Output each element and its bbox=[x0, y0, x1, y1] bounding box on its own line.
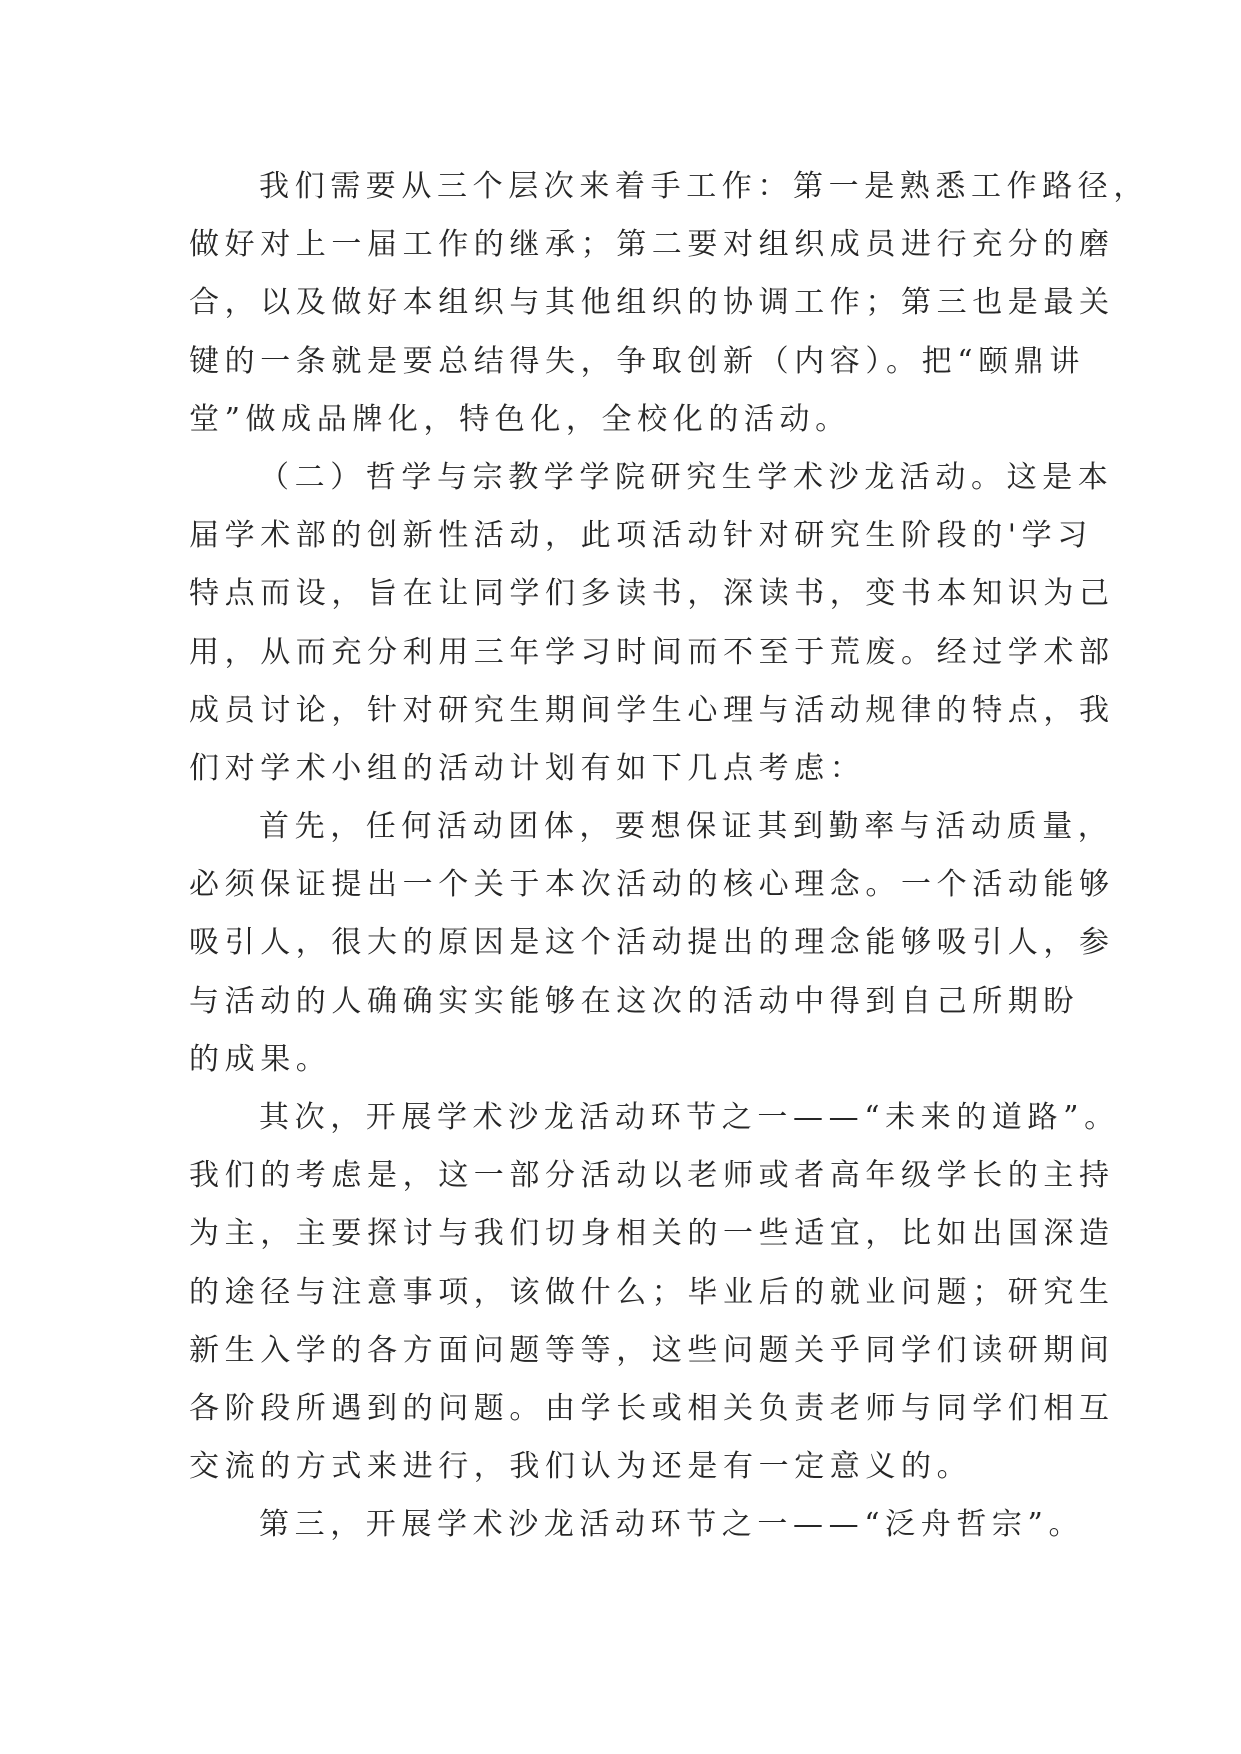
text-line: 届学术部的创新性活动，此项活动针对研究生阶段的'学习 bbox=[189, 518, 1093, 554]
text-line: 的途径与注意事项，该做什么；毕业后的就业问题；研究生 bbox=[189, 1274, 1115, 1310]
text-line: 与活动的人确确实实能够在这次的活动中得到自己所期盼 bbox=[189, 983, 1079, 1019]
text-line: 我们需要从三个层次来着手工作：第一是熟悉工作路径， bbox=[259, 169, 1149, 204]
text-line: 吸引人，很大的原因是这个活动提出的理念能够吸引人，参 bbox=[189, 925, 1115, 961]
text-line: 交流的方式来进行，我们认为还是有一定意义的。 bbox=[189, 1449, 973, 1485]
text-line: （二）哲学与宗教学学院研究生学术沙龙活动。这是本 bbox=[259, 459, 1114, 495]
text-line: 必须保证提出一个关于本次活动的核心理念。一个活动能够 bbox=[189, 867, 1115, 903]
text-line: 的成果。 bbox=[189, 1041, 332, 1077]
text-line: 合，以及做好本组织与其他组织的协调工作；第三也是最关 bbox=[189, 285, 1115, 321]
text-line: 我们的考虑是，这一部分活动以老师或者高年级学长的主持 bbox=[189, 1158, 1115, 1194]
text-line: 成员讨论，针对研究生期间学生心理与活动规律的特点，我 bbox=[189, 692, 1115, 728]
text-line: 第三，开展学术沙龙活动环节之一——“泛舟哲宗”。 bbox=[259, 1507, 1085, 1543]
text-line: 做好对上一届工作的继承；第二要对组织成员进行充分的磨 bbox=[189, 227, 1115, 263]
text-line: 各阶段所遇到的问题。由学长或相关负责老师与同学们相互 bbox=[189, 1390, 1115, 1426]
text-line: 们对学术小组的活动计划有如下几点考虑： bbox=[189, 750, 866, 786]
document-body bbox=[189, 158, 1149, 1555]
text-line: 为主，主要探讨与我们切身相关的一些适宜，比如出国深造 bbox=[189, 1216, 1115, 1252]
text-line: 键的一条就是要总结得失，争取创新（内容）。把“颐鼎讲 bbox=[189, 343, 1085, 379]
text-line: 首先，任何活动团体，要想保证其到勤率与活动质量， bbox=[259, 809, 1114, 845]
text-line: 特点而设，旨在让同学们多读书，深读书，变书本知识为己 bbox=[189, 576, 1115, 612]
text-line: 用，从而充分利用三年学习时间而不至于荒废。经过学术部 bbox=[189, 634, 1115, 670]
text-line: 新生入学的各方面问题等等，这些问题关乎同学们读研期间 bbox=[189, 1332, 1115, 1368]
text-line: 其次，开展学术沙龙活动环节之一——“未来的道路”。 bbox=[259, 1100, 1120, 1135]
text-line: 堂”做成品牌化，特色化，全校化的活动。 bbox=[189, 401, 851, 437]
